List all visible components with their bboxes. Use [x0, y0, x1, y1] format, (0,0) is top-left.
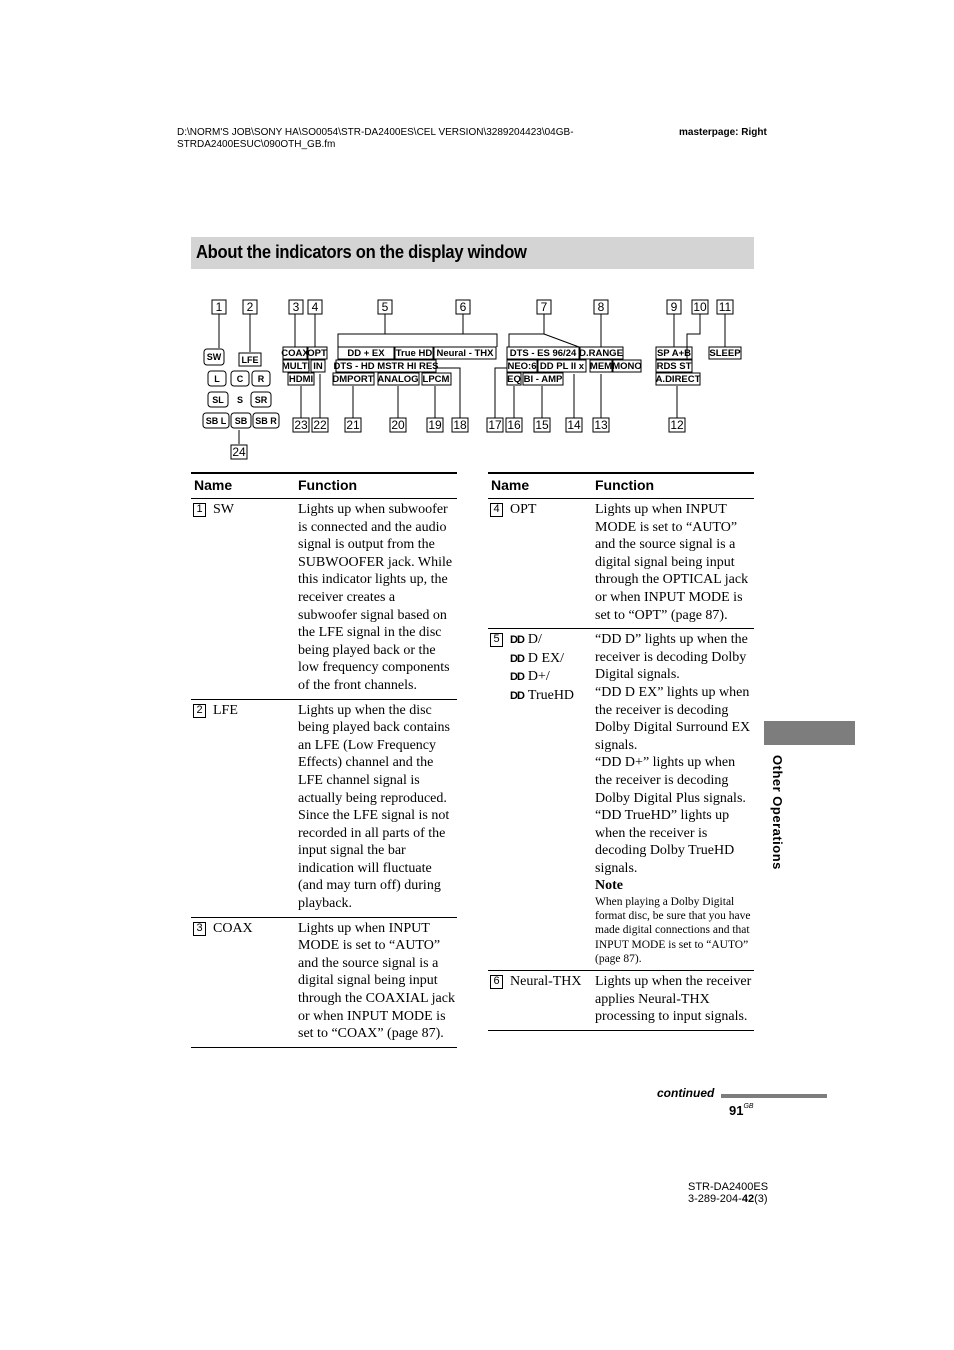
callout-15: 15: [535, 418, 549, 432]
ind-coax: COAX: [281, 348, 309, 359]
item-function: Lights up when INPUT MODE is set to “AUTO” and the source signal is a digital signal being input through the COAXIAL jack or when INPUT MODE is set to “COAX” (page 87).: [298, 920, 455, 1042]
item-name: Neural-THX: [510, 974, 582, 990]
col-function-header: Function: [595, 477, 655, 493]
ind-dd-ex: DD + EX: [347, 348, 385, 359]
ind-analog: ANALOG: [377, 374, 419, 385]
dolby-icon: DD: [510, 634, 524, 647]
ind-dts-es: DTS - ES 96/24: [509, 348, 577, 359]
ind-dts-hd: DTS - HD MSTR HI RES: [333, 361, 439, 372]
ind-lpcm: LPCM: [422, 374, 450, 385]
item-function: “DD TrueHD” lights up when the receiver is decoding Dolby TrueHD signals.: [595, 808, 735, 876]
ind-spab: SP A+B: [656, 348, 692, 359]
speaker-sb: SB: [234, 416, 248, 426]
ind-drange: D.RANGE: [579, 348, 623, 359]
ind-mono: MONO: [612, 361, 642, 372]
side-tab-marker: [764, 721, 855, 745]
col-name-header: Name: [491, 477, 530, 493]
item-number: 1: [193, 503, 206, 517]
speaker-sbl: SB L: [205, 416, 227, 426]
document-code: 3-289-204-42(3): [688, 1193, 768, 1205]
item-number: 3: [193, 922, 206, 936]
indicator-table-left: [191, 472, 457, 1048]
ind-neo6: NEO:6: [507, 361, 537, 372]
item-function: “DD D+” lights up when the receiver is decoding Dolby Digital Plus signals.: [595, 755, 746, 806]
col-name-header: Name: [194, 477, 233, 493]
item-name: TrueHD: [527, 687, 575, 703]
item-function: “DD D EX” lights up when the receiver is decoding Dolby Digital Surround EX signals.: [595, 684, 751, 753]
callout-2: 2: [246, 300, 254, 314]
item-name: COAX: [213, 920, 253, 936]
speaker-s: S: [236, 395, 244, 405]
file-path: D:\NORM'S JOB\SONY HA\SO0054\STR-DA2400ES\CEL VERSION\3289204423\04GB-STRDA2400ESUC\090OTH_GB.fm: [177, 127, 574, 150]
callout-22: 22: [313, 418, 327, 432]
callout-4: 4: [311, 300, 319, 314]
speaker-r: R: [257, 374, 265, 384]
continued-rule: [721, 1094, 827, 1098]
item-name: OPT: [510, 502, 537, 517]
item-number: 5: [490, 633, 503, 647]
indicator-table-right: [488, 472, 754, 1031]
masterpage-label: masterpage: Right: [679, 127, 767, 138]
ind-eq: EQ: [507, 374, 521, 385]
note-text: When playing a Dolby Digital format disc, be sure that you have made digital connections and that INPUT MODE is set to “AUTO” (page 87).: [595, 896, 751, 965]
dolby-icon: DD: [510, 652, 524, 665]
item-function: Lights up when subwoofer is connected and the audio signal is output from the SUBWOOFER jack. While this indicator lights up, the receiver creates a subwoofer signal based on the LFE signal in the disc being played back or the low frequency components of the front channels.: [298, 502, 453, 693]
callout-5: 5: [381, 300, 389, 314]
callout-12: 12: [670, 418, 684, 432]
item-name: LFE: [213, 702, 238, 718]
dolby-icon: DD: [510, 689, 524, 702]
section-title: About the indicators on the display window: [196, 242, 527, 262]
ind-opt: OPT: [307, 348, 327, 359]
callout-24: 24: [232, 445, 246, 459]
item-function: Lights up when the receiver applies Neural-THX processing to input signals.: [595, 974, 752, 1025]
callout-19: 19: [428, 418, 442, 432]
item-function: Lights up when the disc being played back contains an LFE (Low Frequency Effects) channel and the LFE channel signal is actually being reproduced. Since the LFE signal is not recorded in all parts of the input signal the bar indication will fluctuate (and may turn off) during playback.: [298, 702, 451, 912]
speaker-sr: SR: [254, 395, 268, 405]
callout-14: 14: [567, 418, 581, 432]
table-row: [488, 971, 754, 1031]
item-name: D+/: [527, 669, 550, 685]
ind-multi: MULTI: [281, 361, 311, 372]
callout-23: 23: [294, 418, 308, 432]
speaker-sw: SW: [206, 352, 222, 362]
callout-20: 20: [391, 418, 405, 432]
callout-9: 9: [670, 300, 678, 314]
ind-adirect: A.DIRECT: [655, 374, 701, 385]
item-name: D/: [527, 632, 542, 648]
callout-10: 10: [693, 300, 707, 314]
ind-dd-pl: DD PL II x: [539, 361, 585, 372]
table-header: [488, 474, 754, 499]
callout-3: 3: [292, 300, 300, 314]
item-number: 4: [490, 503, 503, 517]
col-function-header: Function: [298, 477, 358, 493]
item-name: D EX/: [527, 650, 565, 666]
ind-truehd: True HD: [395, 348, 433, 359]
section-heading-bar: [191, 237, 754, 269]
continued-label: continued: [657, 1086, 715, 1100]
speaker-l: L: [214, 374, 220, 384]
ind-rdsst: RDS ST: [656, 361, 692, 372]
table-header: [191, 474, 457, 499]
ind-hdmi: HDMI: [288, 374, 314, 385]
callout-7: 7: [540, 300, 548, 314]
side-tab-label: Other Operations: [770, 755, 785, 870]
item-function: “DD D” lights up when the receiver is decoding Dolby Digital signals.: [595, 632, 748, 683]
ind-in: IN: [313, 361, 323, 372]
page-number: $91^{GB}$: [729, 1103, 754, 1118]
item-name: SW: [213, 502, 234, 517]
ind-sleep: SLEEP: [709, 348, 741, 359]
speaker-sl: SL: [212, 395, 224, 405]
ind-biamp: BI - AMP: [523, 374, 563, 385]
ind-neural-thx: Neural - THX: [436, 348, 494, 359]
ind-dmport: DMPORT: [332, 374, 374, 385]
item-number: 2: [193, 704, 206, 718]
table-row: [191, 700, 457, 918]
table-row: [488, 499, 754, 629]
table-row: [191, 918, 457, 1048]
table-row: [191, 499, 457, 700]
callout-6: 6: [459, 300, 467, 314]
callout-1: 1: [215, 300, 223, 314]
speaker-lfe: LFE: [241, 355, 259, 365]
callout-11: 11: [718, 300, 732, 314]
display-window-diagram: [191, 290, 754, 465]
callout-18: 18: [453, 418, 467, 432]
callout-17: 17: [488, 418, 502, 432]
model-number: STR-DA2400ES: [688, 1181, 769, 1193]
speaker-sbr: SB R: [255, 416, 277, 426]
model-code: [688, 1181, 768, 1205]
ind-mem: MEM: [589, 361, 613, 372]
item-number: 6: [490, 975, 503, 989]
item-function: Lights up when INPUT MODE is set to “AUTO” and the source signal is a digital signal being input through the OPTICAL jack or when INPUT MODE is set to “OPT” (page 87).: [595, 502, 749, 623]
speaker-c: C: [236, 374, 244, 384]
note-heading: Note: [595, 878, 623, 894]
dolby-icon: DD: [510, 671, 524, 684]
callout-13: 13: [594, 418, 608, 432]
callout-16: 16: [507, 418, 521, 432]
table-row: [488, 629, 754, 971]
callout-21: 21: [346, 418, 360, 432]
callout-8: 8: [597, 300, 605, 314]
